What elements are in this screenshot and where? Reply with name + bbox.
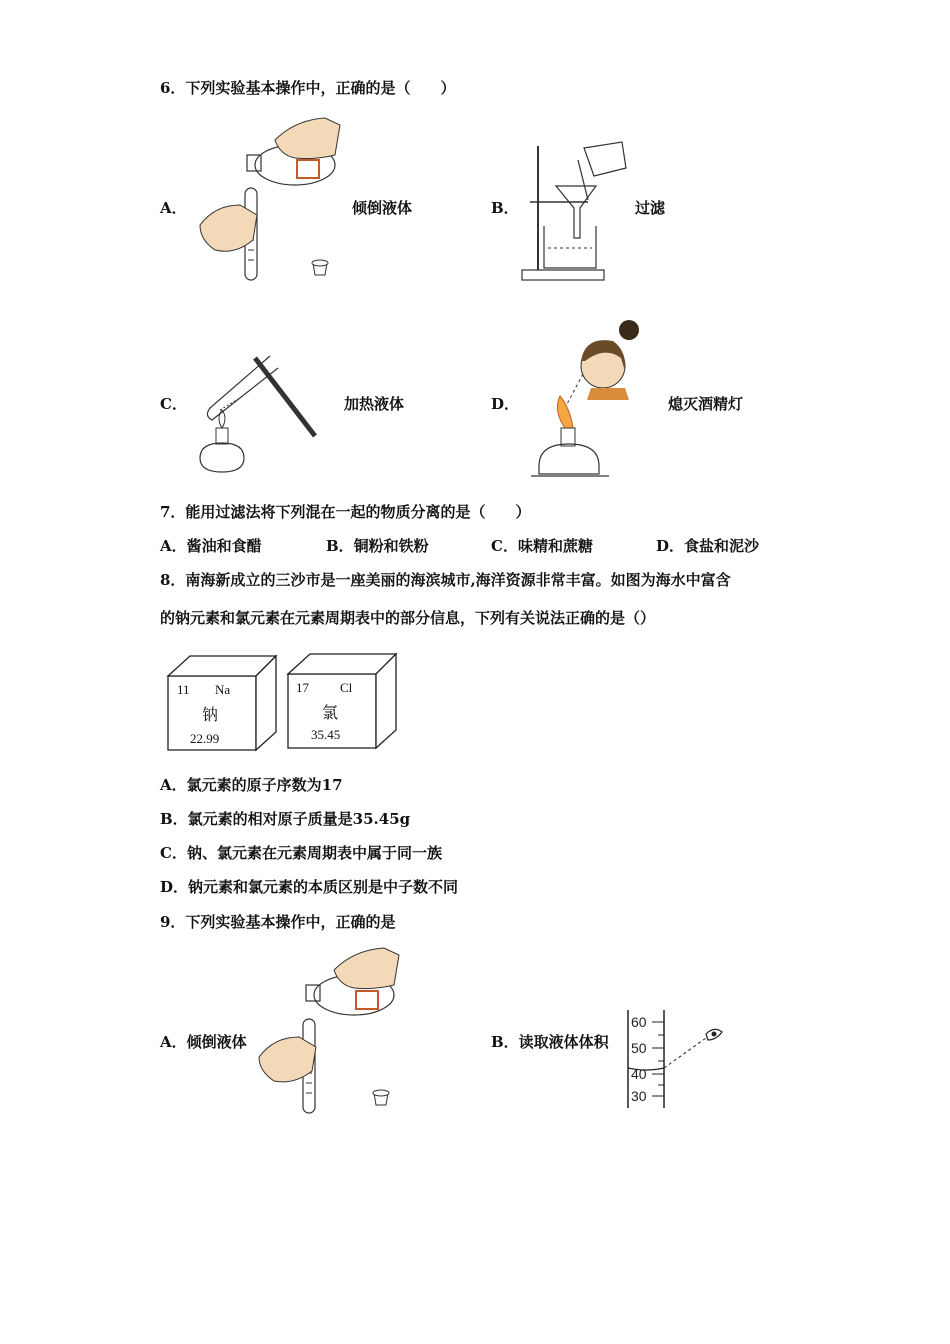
q6-option-b-caption: 过滤 bbox=[635, 199, 666, 217]
heating-liquid-figure bbox=[190, 348, 322, 483]
sodium-symbol: Na bbox=[215, 682, 231, 697]
q8-stem-line2: 的钠元素和氯元素在元素周期表中的部分信息，下列有关说法正确的是（） bbox=[160, 609, 656, 627]
q6-option-c-letter: C． bbox=[160, 395, 187, 413]
q9-option-a-label: A．倾倒液体 bbox=[160, 1033, 247, 1051]
sodium-mass: 22.99 bbox=[190, 731, 220, 746]
q8-option-d: D．钠元素和氯元素的本质区别是中子数不同 bbox=[160, 878, 459, 896]
filtration-figure bbox=[518, 138, 633, 286]
q6-stem: 6．下列实验基本操作中，正确的是（ ） bbox=[160, 79, 456, 97]
q8-option-a: A．氯元素的原子序数为17 bbox=[160, 776, 343, 794]
q7-stem: 7．能用过滤法将下列混在一起的物质分离的是（ ） bbox=[160, 503, 531, 521]
q6-option-d-letter: D． bbox=[491, 395, 520, 413]
q8-option-b: B．氯元素的相对原子质量是35.45g bbox=[160, 810, 411, 828]
pouring-liquid-figure bbox=[195, 110, 345, 288]
extinguish-lamp-figure bbox=[525, 316, 645, 482]
pouring-liquid-figure-2 bbox=[256, 945, 406, 1117]
q7-option-d: D．食盐和泥沙 bbox=[656, 537, 760, 555]
q6-option-d-caption: 熄灭酒精灯 bbox=[668, 395, 744, 413]
q6-option-a-letter: A． bbox=[160, 199, 187, 217]
q8-stem-line1: 8．南海新成立的三沙市是一座美丽的海滨城市,海洋资源非常丰富。如图为海水中富含 bbox=[160, 571, 731, 589]
cylinder-tick-40: 40 bbox=[631, 1066, 647, 1082]
cylinder-tick-60: 60 bbox=[631, 1014, 647, 1030]
cylinder-tick-50: 50 bbox=[631, 1040, 647, 1056]
chlorine-name: 氯 bbox=[322, 705, 339, 722]
sodium-atomic-number: 11 bbox=[177, 682, 190, 697]
chlorine-symbol: Cl bbox=[340, 680, 353, 695]
q7-option-a: A．酱油和食醋 bbox=[160, 537, 262, 555]
q7-option-b: B．铜粉和铁粉 bbox=[326, 537, 429, 555]
sodium-name: 钠 bbox=[202, 707, 219, 724]
cylinder-tick-30: 30 bbox=[631, 1088, 647, 1104]
q8-option-c: C．钠、氯元素在元素周期表中属于同一族 bbox=[160, 844, 442, 862]
q7-option-c: C．味精和蔗糖 bbox=[491, 537, 593, 555]
q9-stem: 9．下列实验基本操作中，正确的是 bbox=[160, 913, 396, 931]
q9-option-b-label: B．读取液体体积 bbox=[491, 1033, 609, 1051]
q6-option-a-caption: 倾倒液体 bbox=[352, 199, 413, 217]
q6-option-c-caption: 加热液体 bbox=[344, 395, 405, 413]
graduated-cylinder-figure bbox=[622, 1008, 727, 1112]
chlorine-mass: 35.45 bbox=[311, 727, 341, 742]
q6-option-b-letter: B． bbox=[491, 199, 519, 217]
chlorine-atomic-number: 17 bbox=[296, 680, 309, 695]
